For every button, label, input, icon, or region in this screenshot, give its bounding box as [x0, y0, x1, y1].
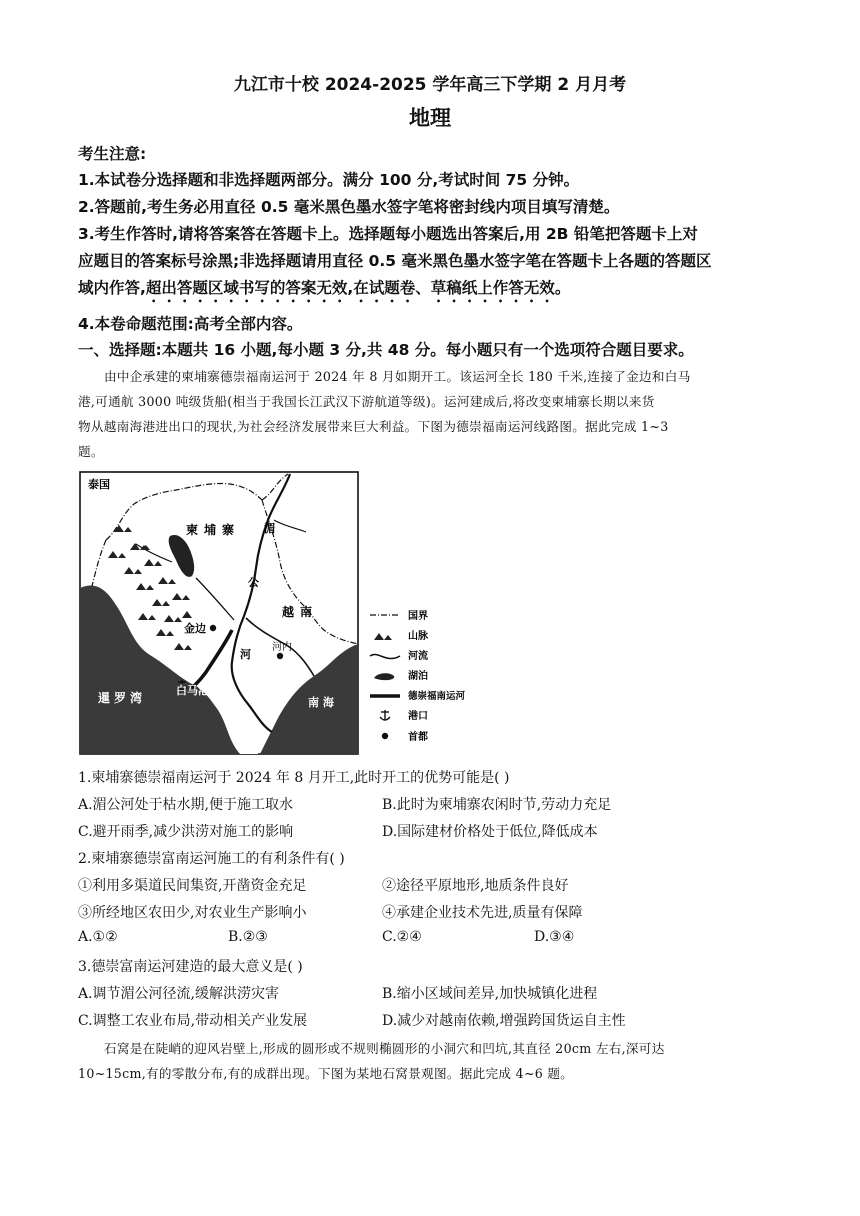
- notice-item-3-line-3: [78, 276, 788, 306]
- question-2-statement-2: ②途径平原地形,地质条件良好: [382, 878, 569, 894]
- notice-text: ,: [347, 279, 354, 297]
- exam-title: 九江市十校 2024-2025 学年高三下学期 2 月月考: [233, 75, 627, 95]
- map-label-phnom-penh: 金边: [184, 622, 206, 635]
- map-label-mekong-3: 河: [240, 648, 251, 661]
- question-2-statement-3: ③所经地区农田少,对农业生产影响小: [78, 905, 307, 921]
- legend-lake-symbol: [374, 673, 394, 680]
- notice-text: 。: [554, 279, 571, 297]
- notice-item-2: 2.答题前,考生务必用直径 0.5 毫米黑色墨水签字笔将密封线内项目填写清楚。: [78, 198, 620, 216]
- passage-1-line: 由中企承建的柬埔寨德崇福南运河于 2024 年 8 月如期开工。该运河全长 180 千米,连接了金边和白马: [104, 369, 691, 384]
- question-2-statement-4: ④承建企业技术先进,质量有保障: [382, 905, 583, 921]
- legend-label: 首都: [408, 732, 428, 743]
- question-1-option-b[interactable]: B.此时为柬埔寨农闲时节,劳动力充足: [382, 797, 612, 813]
- passage-1-line: 物从越南海港进出口的现状,为社会经济发展带来巨大利益。下图为德崇福南运河线路图。据此完成 1~3: [78, 419, 669, 434]
- map-label-mekong-2: 公: [248, 576, 259, 589]
- question-1-option-d[interactable]: D.国际建材价格处于低位,降低成本: [382, 824, 598, 840]
- notice-item-1: 1.本试卷分选择题和非选择题两部分。满分 100 分,考试时间 75 分钟。: [78, 171, 580, 189]
- notice-item-3-line-1: 3.考生作答时,请将答案答在答题卡上。选择题每小题选出答案后,用 2B 铅笔把答题卡上对: [78, 225, 698, 243]
- capital-dot-phnom-penh: [210, 625, 216, 631]
- legend-label: 湖泊: [408, 671, 428, 682]
- notice-item-4: 4.本卷命题范围:高考全部内容。: [78, 315, 303, 333]
- passage-2-line: 石窝是在陡峭的迎风岩壁上,形成的圆形或不规则椭圆形的小洞穴和凹坑,其直径 20cm 左右,深可达: [104, 1041, 665, 1056]
- notice-heading: 考生注意:: [78, 145, 147, 163]
- passage-1-line: 题。: [78, 444, 104, 459]
- question-2-option-a[interactable]: A.①②: [78, 929, 118, 945]
- passage-1-line: 港,可通航 3000 吨级货船(相当于我国长江武汉下游航道等级)。运河建成后,将改变柬埔寨长期以来货: [78, 394, 655, 409]
- legend-label: 河流: [408, 651, 428, 662]
- notice-item-3-line-2: 应题目的答案标号涂黑;非选择题请用直径 0.5 毫米黑色墨水签字笔在答题卡上各题的答题区: [78, 252, 712, 270]
- question-3-option-d[interactable]: D.减少对越南依赖,增强跨国货运自主性: [382, 1013, 626, 1029]
- map-label-mekong-1: 湄: [264, 522, 275, 535]
- question-2-option-c[interactable]: C.②④: [382, 929, 422, 945]
- legend-port-anchor-icon: [380, 710, 390, 720]
- legend-capital-symbol: [382, 733, 388, 739]
- question-3-option-a[interactable]: A.调节湄公河径流,缓解洪涝灾害: [78, 986, 280, 1002]
- legend-label: 港口: [408, 711, 428, 722]
- emphasized-text: 在试题卷、草稿纸上作答无效: [353, 279, 555, 297]
- question-3-option-c[interactable]: C.调整工农业布局,带动相关产业发展: [78, 1013, 308, 1029]
- capital-dot-hanoi: [277, 653, 283, 659]
- legend-river-symbol: [370, 654, 400, 658]
- legend-mountain-symbol: [374, 633, 392, 640]
- section-1-heading: 一、选择题:本题共 16 小题,每小题 3 分,共 48 分。每小题只有一个选项符合题目要求。: [78, 341, 694, 359]
- question-1-stem: 1.柬埔寨德崇福南运河于 2024 年 8 月开工,此时开工的优势可能是( ): [78, 770, 510, 786]
- question-1-option-c[interactable]: C.避开雨季,减少洪涝对施工的影响: [78, 824, 294, 840]
- question-2-stem: 2.柬埔寨德崇富南运河施工的有利条件有( ): [78, 851, 345, 867]
- subject-title: 地理: [409, 106, 451, 130]
- question-3-stem: 3.德崇富南运河建造的最大意义是( ): [78, 959, 303, 975]
- passage-2-line: 10~15cm,有的零散分布,有的成群出现。下图为某地石窝景观图。据此完成 4~6 题。: [78, 1066, 574, 1081]
- map-legend: [370, 609, 466, 743]
- emphasized-text: 超出答题区域书写的答案无效: [145, 279, 348, 297]
- question-1-option-a[interactable]: A.湄公河处于枯水期,便于施工取水: [78, 797, 294, 813]
- notice-text: 域内作答,: [78, 279, 146, 297]
- legend-label: 国界: [408, 611, 428, 622]
- map-label-vietnam: 越南: [282, 605, 319, 619]
- map-label-thailand: 泰国: [88, 478, 110, 491]
- question-2-option-b[interactable]: B.②③: [228, 929, 268, 945]
- question-2-statement-1: ①利用多渠道民间集资,开凿资金充足: [78, 878, 307, 894]
- legend-label: 德崇福南运河: [408, 691, 466, 702]
- question-3-option-b[interactable]: B.缩小区域间差异,加快城镇化进程: [382, 986, 598, 1002]
- map-label-cambodia: 柬埔寨: [186, 523, 241, 537]
- question-2-option-d[interactable]: D.③④: [534, 929, 575, 945]
- map-label-gulf: 暹罗湾: [98, 691, 147, 705]
- canal-route-map: [78, 470, 480, 756]
- map-label-south-sea: 南 海: [308, 696, 334, 709]
- legend-label: 山脉: [408, 631, 428, 642]
- map-label-hanoi: 河内: [272, 642, 292, 653]
- map-label-port: 白马港: [176, 684, 209, 697]
